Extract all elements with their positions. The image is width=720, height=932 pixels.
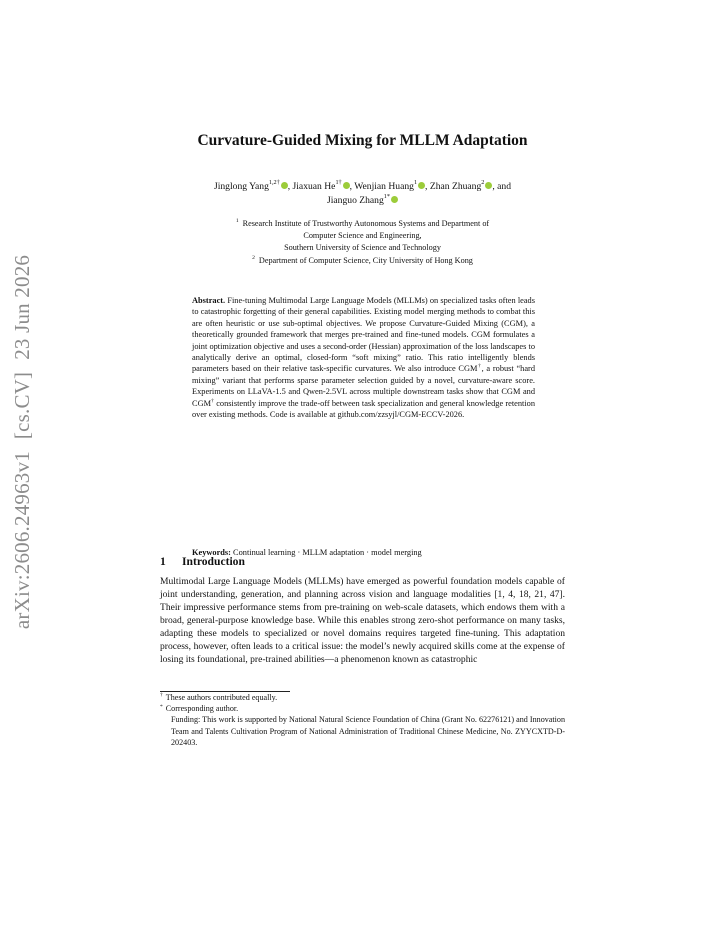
arxiv-date: 23 Jun 2026: [9, 254, 34, 360]
orcid-icon[interactable]: [418, 182, 425, 189]
author-name: Wenjian Huang: [354, 181, 414, 192]
footnote: † These authors contributed equally.: [160, 692, 278, 702]
author-marks: 1†: [335, 178, 342, 186]
author-marks: 2: [481, 178, 485, 186]
orcid-icon[interactable]: [281, 182, 288, 189]
affiliation-line: $^1$ Research Institute of Trustworthy Autonomous Systems and Department of: [235, 218, 490, 228]
affiliations: [160, 218, 565, 267]
orcid-icon[interactable]: [485, 182, 492, 189]
section-heading: [160, 555, 565, 568]
author-list: Jinglong Yang$^{1,2\dagger}$ , Jiaxuan $He^{1\dagger}$ , Wenjian Huang$^1$ , Zhan Zhuang$^2$ , and Jianguo Zhang$^{1*}$: [213, 178, 512, 206]
intro-paragraph: Multimodal Large Language Models (MLLMs) have emerged as powerful foundation models capable of joint understanding, generation, and planning across vision and language modalities [1, 4, 18, 21, 47]. Their impressive performance stems from pre-training on web-scale datasets, which endows them with a broad, general-purpose knowledge base. While this enables strong zero-shot performance on many tasks, adapting these models to specialized or novel domains requires targeted fine-tuning. This adaptation process, however, often leads to a critical issue: the model’s newly acquired skills come at the expense of losing its foundational, pre-trained abilities—a phenomenon known as catastrophic: [160, 576, 565, 666]
affiliation-mark: 2: [252, 254, 255, 261]
section-title-text: Introduction: [182, 555, 245, 568]
paper-title: Curvature-Guided Mixing for MLLM Adaptation: [197, 132, 528, 149]
footnote-mark: *: [160, 703, 163, 710]
keywords-label: Keywords:: [192, 548, 231, 557]
affiliation-line: Southern University of Science and Technology: [284, 243, 441, 253]
affiliation-line: $^2$ Department of Computer Science, City University of Hong Kong: [252, 254, 473, 265]
author-marks: 1*: [383, 192, 390, 200]
abstract-text: , a robust “hard mixing” variant that performs sparse parameter selection guided by a novel, curvature-aware score. Experiments on LLaVA-1.5 and Qwen-2.5VL across multiple downstream tasks show that CGM and CGM: [192, 364, 536, 408]
author-name: Jiaxuan He: [292, 181, 336, 192]
orcid-icon[interactable]: [343, 182, 350, 189]
abstract-text: consistently improve the trade-off between task specialization and general knowledge retention over existing methods. Code is available at github.com/zzsyjl/CGM-ECCV-2026.: [192, 398, 536, 420]
author-name: Zhan Zhuang: [429, 181, 482, 192]
author-marks: 1: [413, 178, 418, 186]
affiliation-line: Computer Science and Engineering,: [303, 231, 422, 241]
abstract-text: Fine-tuning Multimodal Large Language Models (MLLMs) on specialized tasks often leads to catastrophic forgetting of their general capabilities. Existing model merging methods to combat this are often heuristic or use sub-optimal objectives. We propose Curvature-Guided Mixing (CGM), a theoretically grounded framework that merges pre-trained and fine-tuned models. CGM formulates a joint optimization objective and uses a second-order (Hessian) approximation of the loss landscapes to analytically derive an optimal, closed-form “soft mixing” ratio. This ratio intelligently blends parameters based on their relative task-specific curvatures. We also introduce CGM: [192, 296, 535, 374]
keywords-text: Continual learning · MLLM adaptation · model merging: [233, 548, 422, 557]
affiliation-mark: 1: [235, 218, 239, 225]
author-name: Jianguo Zhang: [327, 195, 384, 206]
section-number: 1: [160, 555, 166, 568]
abstract-dagger: †: [211, 397, 215, 404]
abstract: [192, 295, 535, 420]
abstract-dagger: †: [477, 363, 482, 370]
arxiv-side-stamp: [2, 222, 42, 662]
footnote-mark: †: [160, 692, 163, 699]
funding-note: Funding: This work is supported by National Natural Science Foundation of China (Grant No. 62276121) and Innovation Team and Talents Cultivation Program of National Administration of Traditional Chinese Medicine, No. ZYYCXTD-D-202403.: [171, 715, 565, 747]
arxiv-category: [cs.CV]: [9, 371, 34, 440]
abstract-label: Abstract.: [192, 296, 226, 305]
author-name: Jinglong Yang: [213, 181, 269, 192]
footnote: * Corresponding author.: [160, 703, 239, 714]
orcid-icon[interactable]: [391, 196, 398, 203]
author-marks: 1,2†: [268, 178, 280, 186]
arxiv-id: arXiv:2606.24963v1: [9, 451, 34, 630]
footnotes: [160, 692, 565, 748]
